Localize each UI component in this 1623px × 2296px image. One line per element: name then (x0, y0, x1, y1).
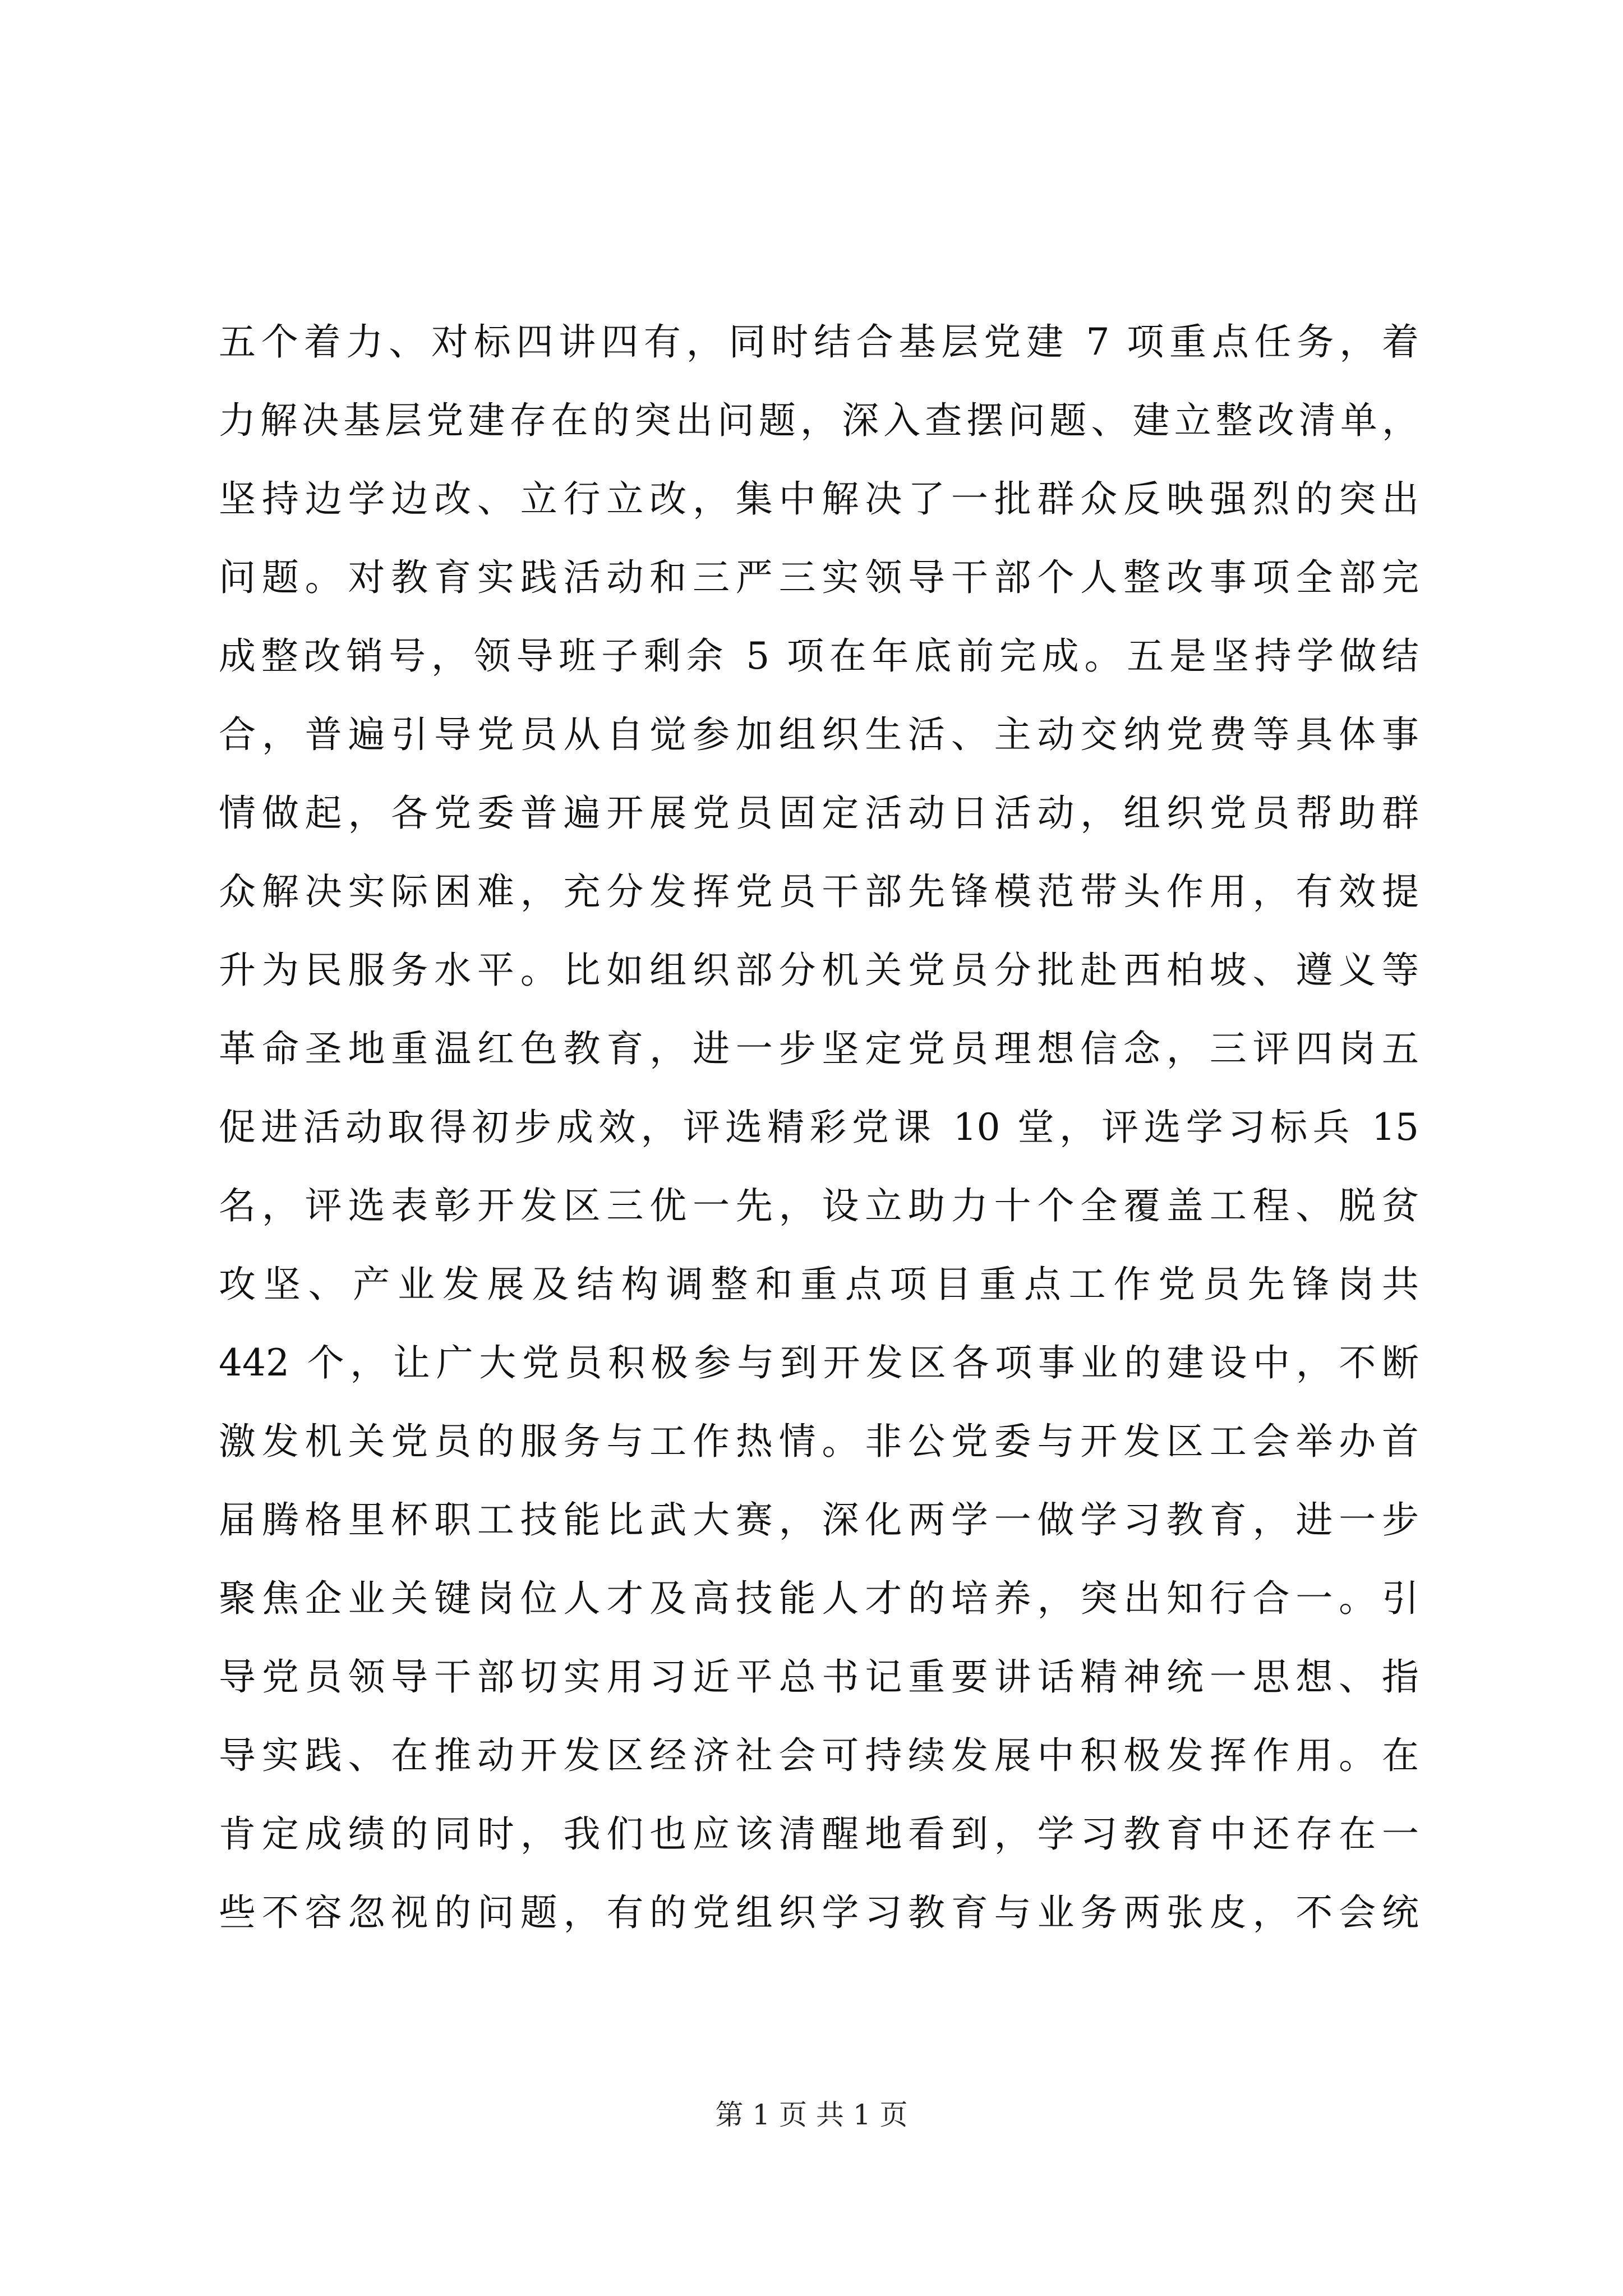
page-number-label: 第 1 页 共 1 页 (715, 2099, 908, 2131)
text-line: 成整改销号，领导班子剩余 5 项在年底前完成。五是坚持学做结 (219, 634, 1419, 678)
text-line: 力解决基层党建存在的突出问题，深入查摆问题、建立整改清单， (219, 399, 1419, 442)
text-line: 升为民服务水平。比如组织部分机关党员分批赴西柏坡、遵义等 (219, 949, 1419, 992)
text-line: 众解决实际困难，充分发挥党员干部先锋模范带头作用，有效提 (219, 870, 1419, 913)
text-line: 合，普遍引导党员从自觉参加组织生活、主动交纳党费等具体事 (219, 713, 1419, 756)
text-line: 442 个，让广大党员积极参与到开发区各项事业的建设中，不断 (219, 1341, 1419, 1384)
text-line: 聚焦企业关键岗位人才及高技能人才的培养，突出知行合一。引 (219, 1577, 1419, 1620)
text-line: 些不容忽视的问题，有的党组织学习教育与业务两张皮，不会统 (219, 1891, 1419, 1934)
text-line: 坚持边学边改、立行立改，集中解决了一批群众反映强烈的突出 (219, 477, 1419, 521)
text-line: 激发机关党员的服务与工作热情。非公党委与开发区工会举办首 (219, 1420, 1419, 1463)
text-line: 五个着力、对标四讲四有，同时结合基层党建 7 项重点任务，着 (219, 320, 1419, 364)
text-line: 革命圣地重温红色教育，进一步坚定党员理想信念，三评四岗五 (219, 1027, 1419, 1070)
text-line: 问题。对教育实践活动和三严三实领导干部个人整改事项全部完 (219, 556, 1419, 599)
text-line: 肯定成绩的同时，我们也应该清醒地看到，学习教育中还存在一 (219, 1812, 1419, 1856)
page-footer (0, 2092, 1623, 2137)
text-line: 促进活动取得初步成效，评选精彩党课 10 堂，评选学习标兵 15 (219, 1106, 1419, 1149)
text-line: 名，评选表彰开发区三优一先，设立助力十个全覆盖工程、脱贫 (219, 1184, 1419, 1227)
text-line: 攻坚、产业发展及结构调整和重点项目重点工作党员先锋岗共 (219, 1263, 1419, 1306)
text-line: 情做起，各党委普遍开展党员固定活动日活动，组织党员帮助群 (219, 792, 1419, 835)
text-line: 导党员领导干部切实用习近平总书记重要讲话精神统一思想、指 (219, 1655, 1419, 1699)
text-line: 导实践、在推动开发区经济社会可持续发展中积极发挥作用。在 (219, 1734, 1419, 1777)
text-line: 届腾格里杯职工技能比武大赛，深化两学一做学习教育，进一步 (219, 1498, 1419, 1542)
